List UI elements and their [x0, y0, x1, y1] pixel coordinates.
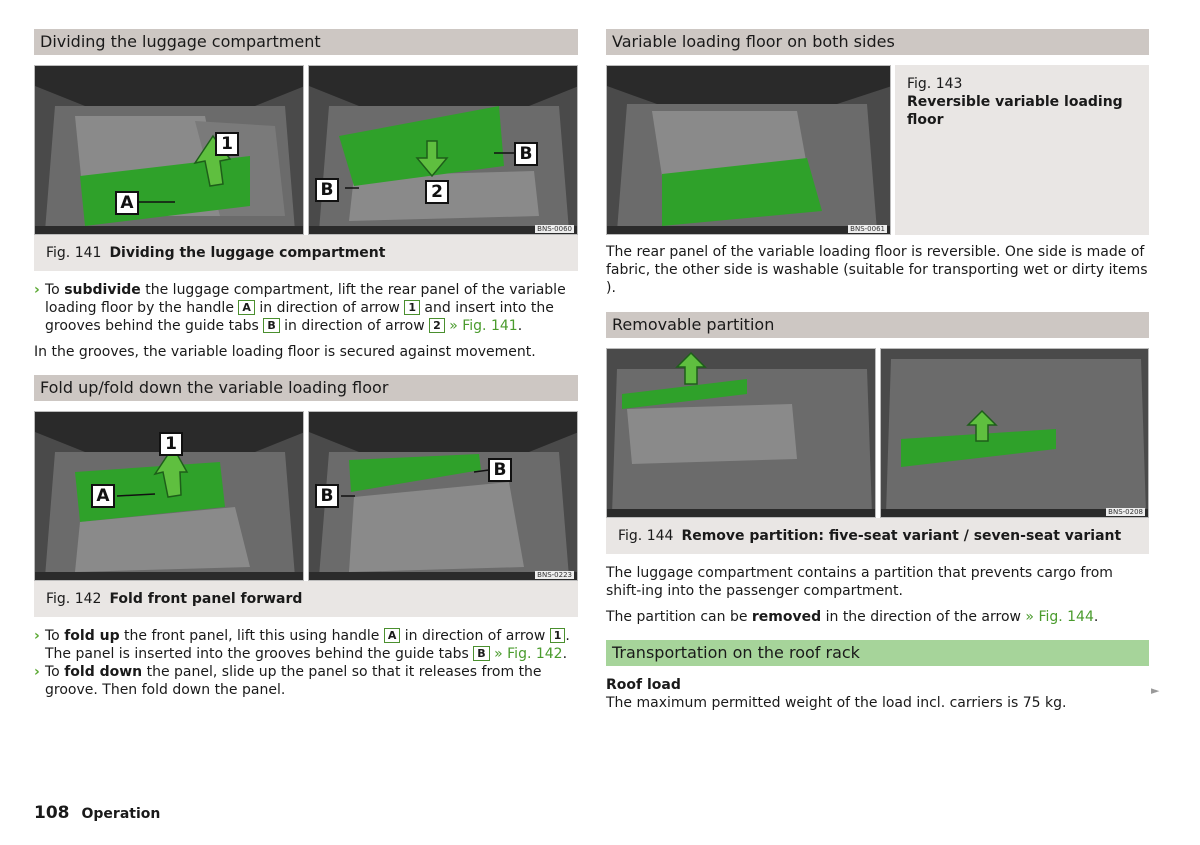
- paragraph-partition-removed: The partition can be removed in the direction of the arrow » Fig. 144.: [606, 609, 1099, 625]
- bullet-arrow-icon: ›: [34, 628, 40, 644]
- trunk-illustration: [607, 349, 876, 518]
- label-1: 1: [215, 132, 239, 156]
- figure-number: Fig. 142: [46, 591, 102, 607]
- label-a: A: [115, 191, 139, 215]
- left-column: [34, 29, 578, 699]
- figure-142-images: [34, 411, 578, 581]
- label-b-left: B: [315, 484, 339, 508]
- figure-144-images: [606, 348, 1149, 518]
- label-b-right: B: [488, 458, 512, 482]
- right-column: [606, 29, 1149, 712]
- trunk-illustration: [309, 412, 578, 581]
- label-a: A: [91, 484, 115, 508]
- figure-144-photo-right: [880, 348, 1149, 518]
- section-heading-variable-floor: Variable loading floor on both sides: [606, 29, 1149, 55]
- instruction-fold-down: › To fold down the panel, slide up the panel so that it releases from the groove. Then fold down the panel.: [34, 664, 542, 698]
- subheading-roof-load: Roof load: [606, 677, 681, 693]
- bullet-arrow-icon: ›: [34, 664, 40, 680]
- figure-141-images: [34, 65, 578, 235]
- ref-box-b: B: [263, 318, 279, 333]
- footer-section: Operation: [81, 806, 161, 822]
- page-footer: [34, 803, 160, 823]
- fig-144-link[interactable]: » Fig. 144: [1025, 609, 1094, 625]
- instruction-subdivide: › To subdivide the luggage compartment, lift the rear panel of the variable loading floor by the handle A in direction of arrow 1 and insert into the grooves behind the guide tabs B in direction of arrow 2 » Fig. 141.: [34, 282, 566, 334]
- figure-141-photo-right: [308, 65, 578, 235]
- label-b-right: B: [514, 142, 538, 166]
- ref-box-1: 1: [550, 628, 566, 643]
- figure-144-caption: [606, 518, 1149, 554]
- trunk-illustration: [607, 66, 891, 235]
- figure-143-caption: [895, 65, 1149, 235]
- figure-number: Fig. 143: [907, 76, 963, 92]
- paragraph-reversible: The rear panel of the variable loading floor is reversible. One side is made of fabric, the other side is washable (suitable for transporting wet or dirty items ).: [606, 244, 1148, 296]
- ref-box-2: 2: [429, 318, 445, 333]
- paragraph-grooves: In the grooves, the variable loading floor is secured against movement.: [34, 344, 536, 360]
- fig-141-link[interactable]: » Fig. 141: [449, 318, 518, 334]
- trunk-illustration: [881, 349, 1149, 518]
- figure-141-caption: [34, 235, 578, 271]
- ref-box-1: 1: [404, 300, 420, 315]
- section-heading-partition: Removable partition: [606, 312, 1149, 338]
- figure-title: Remove partition: five-seat variant / seven-seat variant: [681, 528, 1122, 544]
- continue-arrow-icon: ►: [1151, 684, 1160, 697]
- paragraph-roof-load: The maximum permitted weight of the load incl. carriers is 75 kg.: [606, 695, 1067, 711]
- figure-142-photo-left: [34, 411, 304, 581]
- ref-box-a: A: [238, 300, 255, 315]
- figure-code: BNS-0060: [537, 225, 572, 233]
- fig-142-link[interactable]: » Fig. 142: [494, 646, 563, 662]
- section-heading-fold: Fold up/fold down the variable loading floor: [34, 375, 578, 401]
- instruction-fold-up: › To fold up the front panel, lift this using handle A in direction of arrow 1 . The panel is inserted into the grooves behind the guide tabs B » Fig. 142.: [34, 628, 570, 662]
- figure-code: BNS-0208: [1108, 508, 1143, 516]
- figure-title: Dividing the luggage compartment: [109, 245, 386, 261]
- bullet-arrow-icon: ›: [34, 282, 40, 298]
- figure-number: Fig. 141: [46, 245, 102, 261]
- section-heading-roof-rack: Transportation on the roof rack: [606, 640, 1149, 666]
- ref-box-a: A: [384, 628, 401, 643]
- figure-141-photo-left: [34, 65, 304, 235]
- label-b-left: B: [315, 178, 339, 202]
- paragraph-partition-purpose: The luggage compartment contains a partition that prevents cargo from shift-ing into the passenger compartment.: [606, 565, 1113, 599]
- figure-144-photo-left: [606, 348, 876, 518]
- figure-code: BNS-0061: [850, 225, 885, 233]
- figure-143-photo: [606, 65, 891, 235]
- label-2: 2: [425, 180, 449, 204]
- figure-code: BNS-0223: [537, 571, 572, 579]
- page-number: 108: [34, 803, 70, 823]
- figure-title: Fold front panel forward: [109, 591, 303, 607]
- label-1: 1: [159, 432, 183, 456]
- figure-number: Fig. 144: [618, 528, 674, 544]
- trunk-illustration: [35, 66, 304, 235]
- ref-box-b: B: [473, 646, 489, 661]
- section-heading-dividing: Dividing the luggage compartment: [34, 29, 578, 55]
- figure-143: [606, 65, 1149, 235]
- figure-142-caption: [34, 581, 578, 617]
- figure-142-photo-right: [308, 411, 578, 581]
- figure-title: Reversible variable loading floor: [907, 94, 1123, 128]
